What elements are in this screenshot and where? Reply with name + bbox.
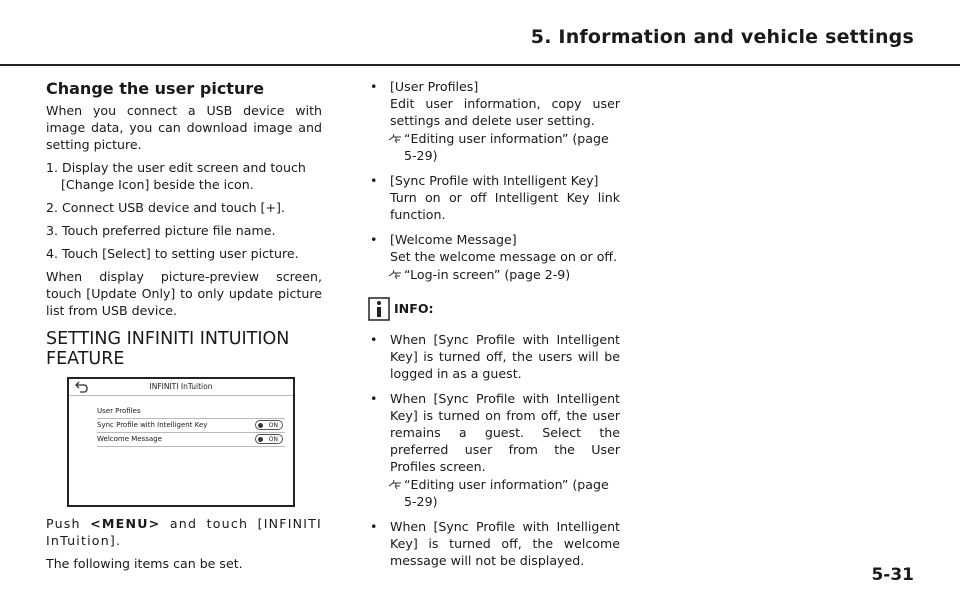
setting-item-welcome-message	[368, 231, 620, 283]
menu-row-sync-profile	[97, 419, 285, 433]
step-item: 2. Connect USB device and touch [+].	[46, 200, 285, 215]
menu-row-user-profiles	[97, 405, 285, 419]
settings-items-list	[368, 78, 620, 283]
cross-reference	[390, 266, 620, 283]
feature-title: SETTING INFINITI INTUITION FEATURE	[46, 329, 290, 369]
push-instruction	[46, 515, 322, 549]
setting-item-sync-profile	[368, 172, 620, 223]
info-text: • When [Sync Profile with Intelligent Key] is turned off, the users will be logged in as a guest.	[390, 332, 620, 381]
right-column	[368, 78, 620, 577]
push-prefix: Push	[46, 516, 81, 531]
toggle-on-indicator: ON	[255, 434, 283, 444]
intro-paragraph: When you connect a USB device with image data, you can download image and setting picture.	[46, 103, 322, 152]
info-item	[368, 331, 620, 382]
steps-list	[46, 159, 322, 262]
menu-row-welcome-message	[97, 433, 285, 447]
info-item	[368, 390, 620, 510]
step-item: 3. Touch preferred picture file name.	[46, 223, 276, 238]
left-column	[46, 78, 322, 578]
header-rule	[0, 64, 960, 66]
step-item: 4. Touch [Select] to setting user picture.	[46, 246, 299, 261]
menu-row-label: User Profiles	[97, 407, 141, 415]
toggle-on-indicator: ON	[255, 420, 283, 430]
info-heading	[368, 297, 620, 321]
info-text: • When [Sync Profile with Intelligent Key] is turned off, the welcome message will not be displayed.	[390, 519, 620, 568]
info-item	[368, 518, 620, 569]
section-title: Change the user picture	[46, 79, 265, 98]
cross-reference	[390, 130, 620, 164]
screenshot-header	[69, 379, 293, 396]
following-items-text: The following items can be set.	[46, 556, 243, 571]
infiniti-intuition-screenshot	[67, 377, 295, 507]
item-description: Turn on or off Intelligent Key link function.	[390, 190, 620, 222]
reference-hand-icon	[388, 132, 404, 144]
reference-text: “Editing user information” (page 5-29)	[404, 131, 609, 163]
chapter-title: 5. Information and vehicle settings	[530, 26, 914, 48]
push-suffix: and touch [INFINITI InTuition].	[46, 516, 322, 548]
info-text: • When [Sync Profile with Intelligent Key] is turned on from off, the user remains a guest. Select the preferred user from the User Profiles screen.	[390, 391, 620, 474]
menu-row-label: Welcome Message	[97, 435, 162, 443]
screenshot-menu-list	[97, 405, 285, 447]
page-number: 5-31	[871, 565, 914, 585]
info-list	[368, 331, 620, 569]
reference-text: “Log-in screen” (page 2-9)	[404, 267, 571, 282]
item-description: Set the welcome message on or off.	[390, 249, 618, 264]
item-title: • [Welcome Message]	[390, 232, 517, 247]
item-title: • [Sync Profile with Intelligent Key]	[390, 173, 599, 188]
step-item: 1. Display the user edit screen and touch [Change Icon] beside the icon.	[46, 160, 306, 192]
info-icon	[368, 297, 390, 321]
reference-text: “Editing user information” (page 5-29)	[404, 477, 609, 509]
reference-hand-icon	[388, 268, 404, 280]
menu-row-label: Sync Profile with Intelligent Key	[97, 421, 208, 429]
setting-item-user-profiles	[368, 78, 620, 164]
screenshot-title: INFINITI InTuition	[149, 382, 213, 391]
menu-key: <MENU>	[90, 516, 161, 531]
info-label: INFO:	[394, 301, 434, 316]
after-steps-paragraph: When display picture-preview screen, touch [Update Only] to only update picture list from USB device.	[46, 269, 322, 318]
reference-hand-icon	[388, 478, 404, 490]
item-description: Edit user information, copy user settings and delete user setting.	[390, 96, 620, 128]
cross-reference	[390, 476, 620, 510]
back-arrow-icon	[74, 381, 90, 393]
item-title: • [User Profiles]	[390, 79, 479, 94]
